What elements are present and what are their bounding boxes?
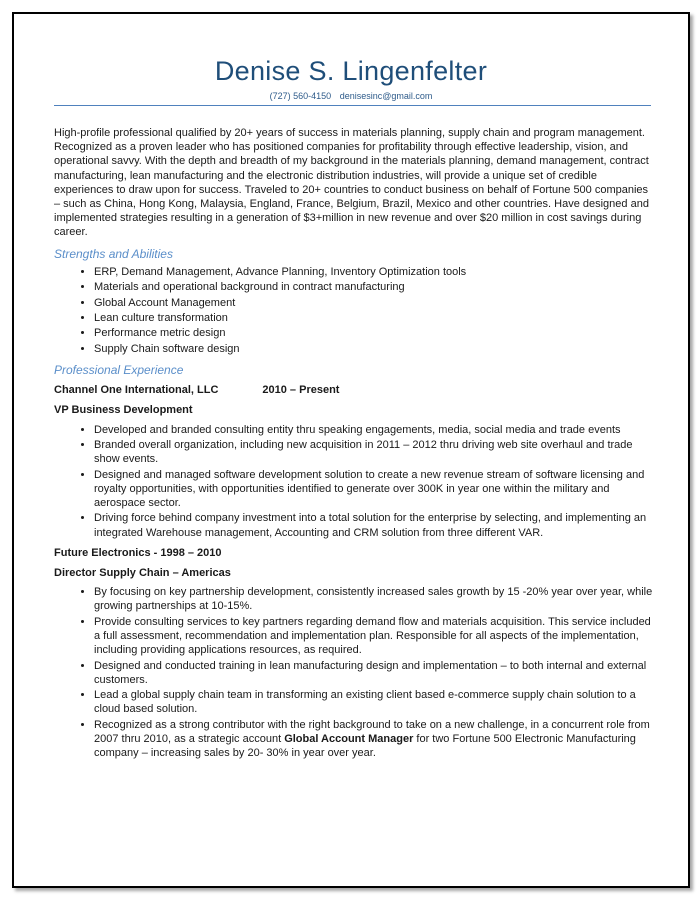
candidate-name: Denise S. Lingenfelter — [214, 56, 488, 86]
experience-heading: Professional Experience — [54, 362, 184, 377]
bullet-text-bold: Global Account Manager — [284, 732, 414, 745]
email-address[interactable]: denisesinc@gmail.com — [339, 91, 433, 101]
bullet-text-after: for two Fortune 500 Electronic Manufacturing company – increasing sales by 20- 30% in year over year. — [94, 732, 636, 760]
job2-header: Future Electronics - 1998 – 2010 — [54, 546, 222, 559]
job1-role: VP Business Development — [54, 404, 193, 417]
job1-dates: 2010 – Present — [262, 384, 340, 397]
list-item: • Branded overall organization, including new acquisition in 2011 – 2012 thru driving web site overhaul and trade show events. — [94, 438, 654, 466]
contact-line — [14, 91, 688, 101]
list-item: • Global Account Management — [94, 296, 654, 310]
list-item: • Provide consulting services to key partners regarding demand flow and materials acquisition. This service included a full assessment, recommendation and implementation plan. Responsible for all aspects of the implementation, including providing applications resources, as required. — [94, 615, 654, 658]
list-item: • Driving force behind company investment into a total solution for the enterprise by selecting, and implementing an integrated Warehouse management, Accounting and CRM solution from three different VAR. — [94, 511, 654, 539]
summary-paragraph: High-profile professional qualified by 20+ years of success in materials planning, supply chain and program management. Recognized as a proven leader who has positioned companies for profitability through effective leadership, vision, and operational savvy. With the depth and breadth of my background in the materials planning, demand management, contract manufacturing, lean manufacturing and the electronic distribution industries, will provide a unique set of credible experiences to draw upon for success. Traveled to 20+ countries to conduct business on behalf of Fortune 500 companies – such as China, Hong Kong, Malaysia, England, France, Belgium, Brazil, Mexico and other countries. Have designed and implemented strategies resulting in a generation of $3+million in new revenue and over $20 million in cost savings during career. — [54, 127, 649, 239]
resume-page — [12, 12, 690, 888]
strengths-list — [54, 265, 654, 356]
list-item: • Performance metric design — [94, 326, 654, 340]
list-item: • Designed and managed software development solution to create a new revenue stream of software licensing and royalty opportunities, with opportunities identified to generate over 300K in year one within the military and aerospace sector. — [94, 468, 654, 511]
list-item: • Designed and conducted training in lean manufacturing design and implementation – to both internal and external customers. — [94, 659, 654, 687]
list-item: • Developed and branded consulting entity thru speaking engagements, media, social media and trade events — [94, 423, 654, 437]
header-divider — [54, 105, 651, 106]
strengths-heading: Strengths and Abilities — [54, 246, 173, 261]
list-item: • Lean culture transformation — [94, 311, 654, 325]
list-item — [94, 718, 654, 761]
phone-number: (727) 560-4150 — [269, 91, 332, 101]
job2-role: Director Supply Chain – Americas — [54, 566, 231, 579]
job1-header — [54, 383, 654, 397]
list-item: • ERP, Demand Management, Advance Planning, Inventory Optimization tools — [94, 265, 654, 279]
list-item: • Lead a global supply chain team in transforming an existing client based e-commerce supply chain solution to a cloud based solution. — [94, 688, 654, 716]
job1-company: Channel One International, LLC — [54, 384, 219, 397]
resume-body — [54, 126, 654, 766]
list-item: • Supply Chain software design — [94, 342, 654, 356]
bullet-text-before: Recognized as a strong contributor with the right background to take on a new challenge, in a concurrent role from 2007 thru 2010, as a strategic account — [94, 718, 650, 745]
job1-bullets — [54, 423, 654, 540]
list-item: • Materials and operational background in contract manufacturing — [94, 280, 654, 294]
list-item: • By focusing on key partnership development, consistently increased sales growth by 15 -20% year over year, while growing partnerships at 10-15%. — [94, 585, 654, 613]
job2-bullets — [54, 585, 654, 760]
